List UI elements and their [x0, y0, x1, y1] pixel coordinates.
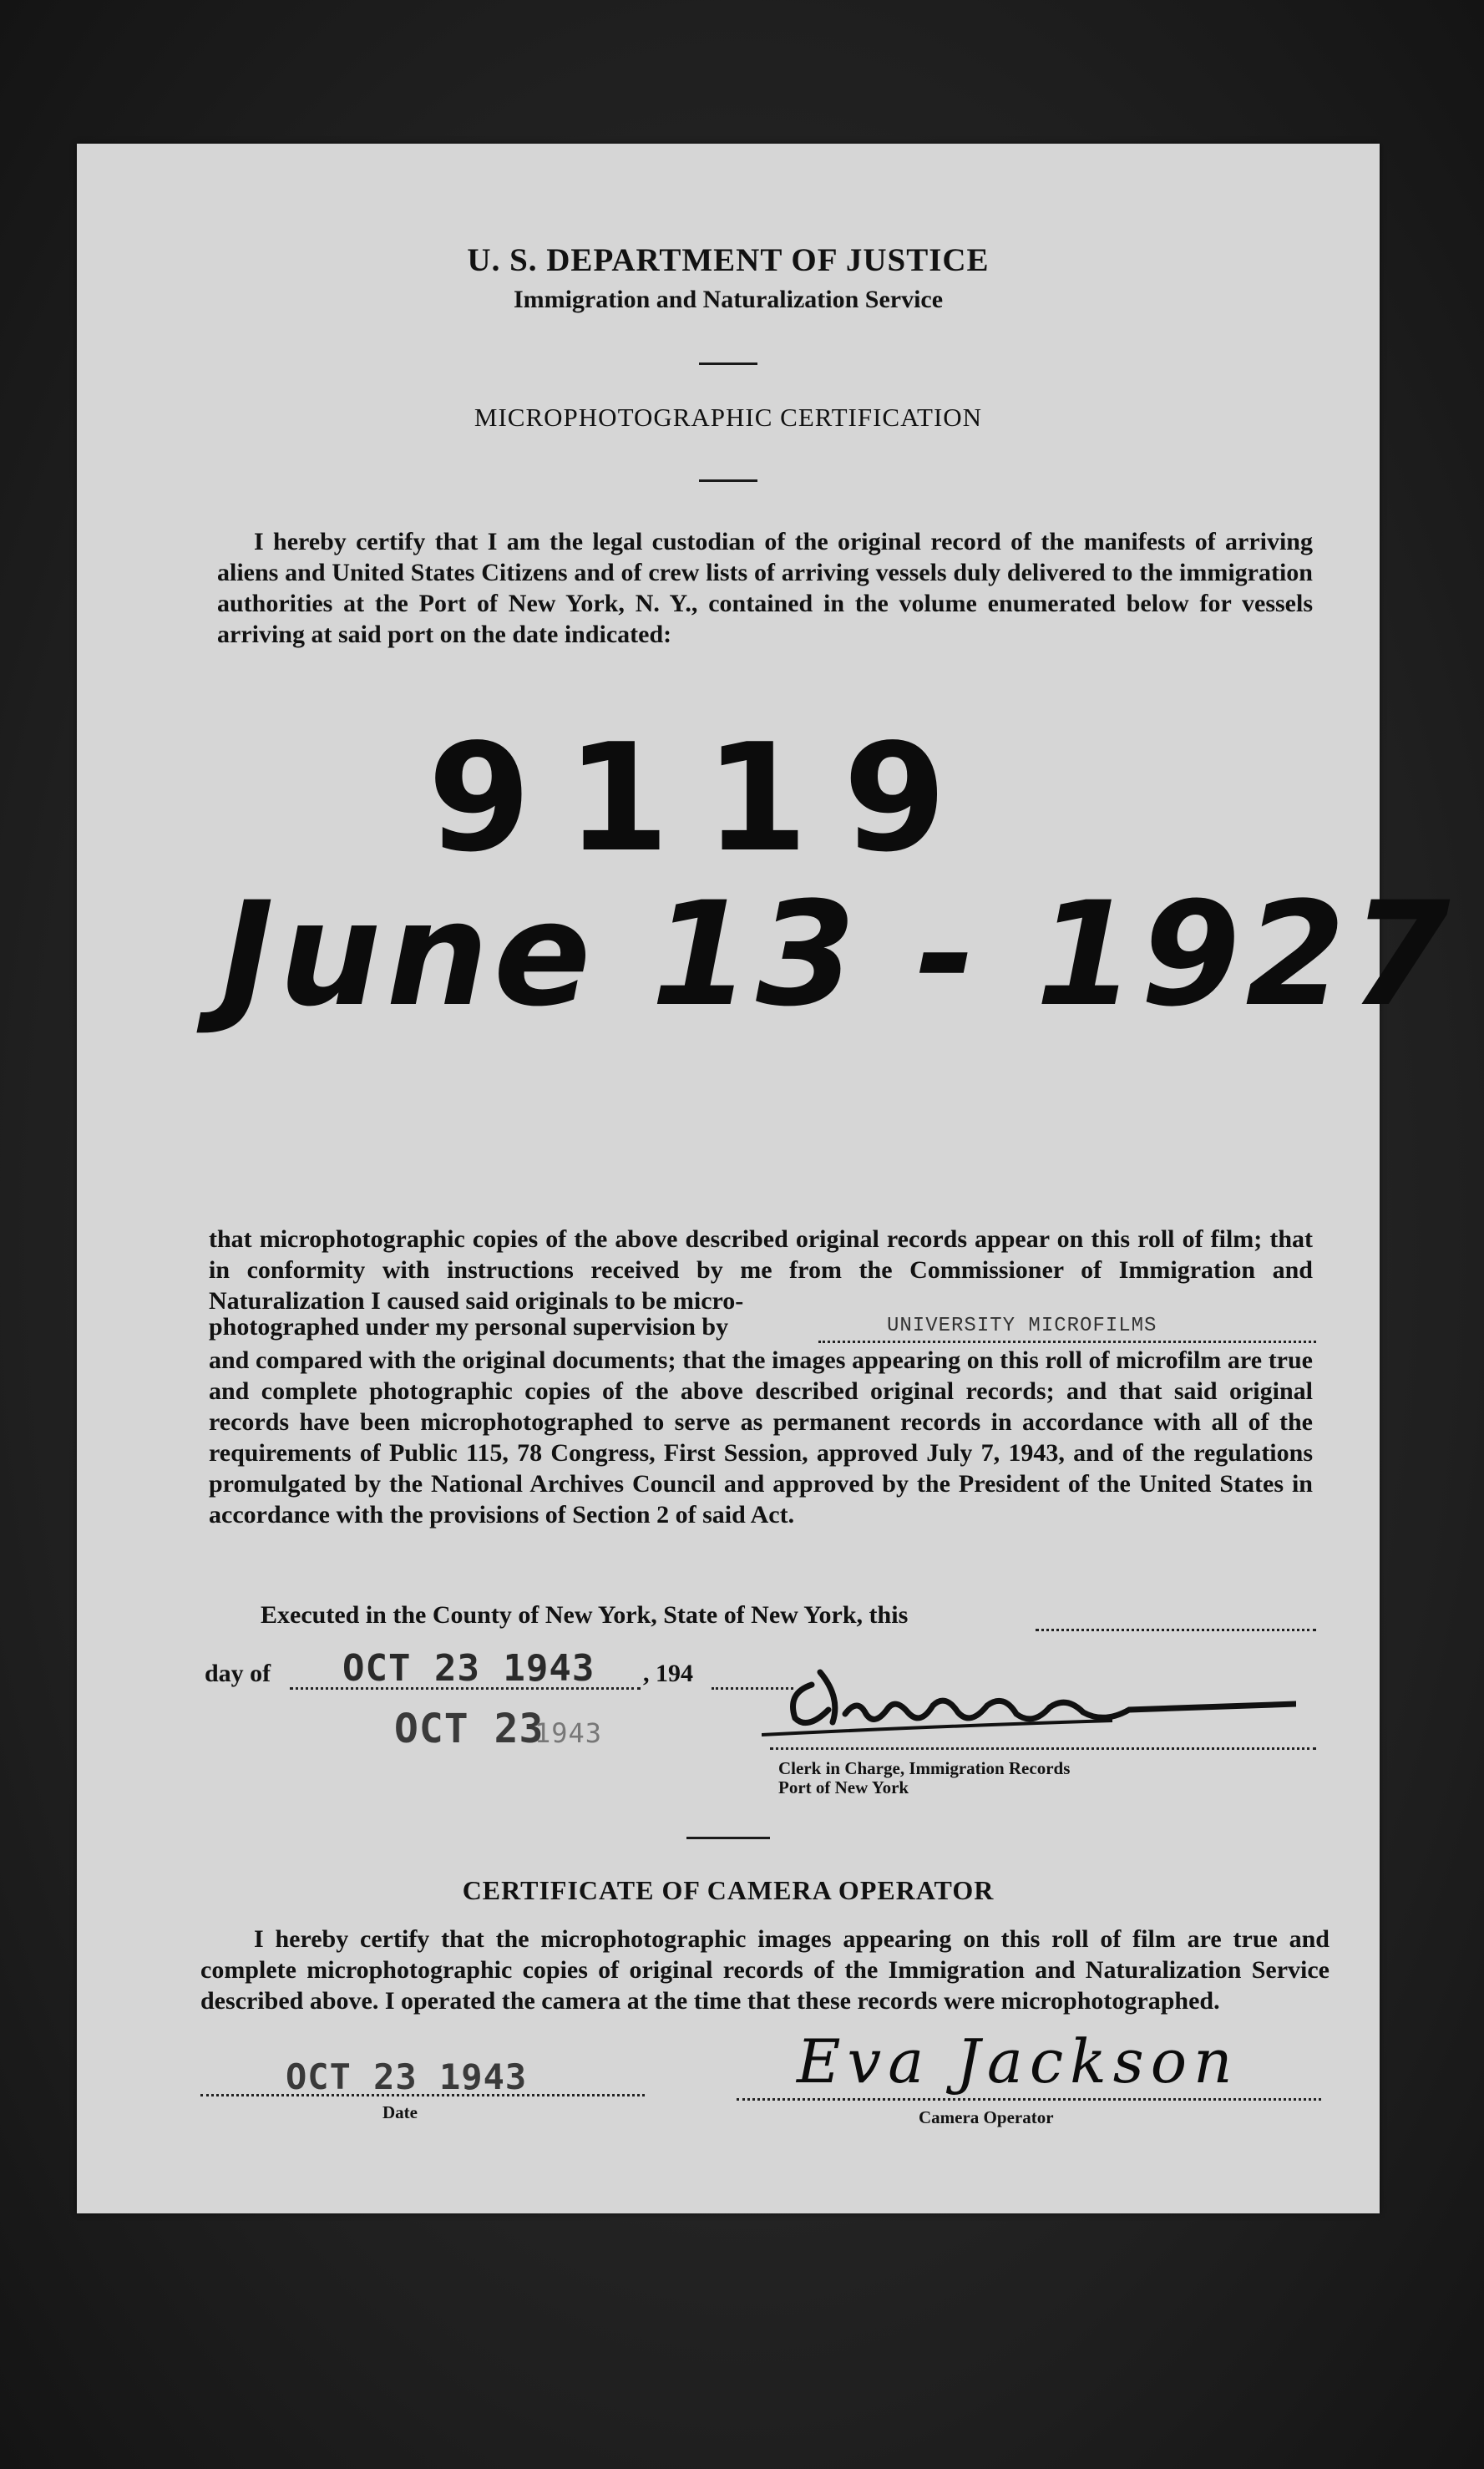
service-heading: Immigration and Naturalization Service — [513, 286, 944, 313]
volume-date-handwritten: June 13 - 1927 — [220, 870, 1456, 1038]
photographer-typed: UNIVERSITY MICROFILMS — [887, 1315, 1157, 1337]
divider-rule — [699, 479, 757, 482]
executed-day-line — [1036, 1629, 1316, 1631]
body-paragraph-part2: and compared with the original documents; that the images appearing on this roll of microfilm are true and complete photographic copies of the above described original records; and that said original records have been microphotographed to serve as permanent records in accordance with all of the requirements of Public 115, 78 Congress, First Session, approved July 7, 1943, and of the regulations promulgated by the National Archives Council and approved by the President of the United States in accordance with the provisions of Section 2 of said Act. — [209, 1346, 1313, 1529]
camera-certificate-paragraph: I hereby certify that the microphotographic images appearing on this roll of film are true and complete microphotographic copies of original records of the Immigration and Naturalization Service described above. I operated the camera at the time that these records were microphotographed. — [200, 1925, 1330, 2015]
volume-number-handwritten: 9119 — [428, 712, 982, 885]
certificate-page — [77, 144, 1456, 2213]
clerk-title-line1: Clerk in Charge, Immigration Records — [778, 1758, 1071, 1778]
clerk-signature-line — [770, 1747, 1316, 1750]
year-label: , 194 — [643, 1660, 693, 1687]
operator-label: Camera Operator — [919, 2107, 1054, 2127]
divider-rule — [686, 1837, 770, 1839]
divider-rule — [699, 362, 757, 365]
day-of-stamp: OCT 23 1943 — [342, 1647, 595, 1690]
form-title: MICROPHOTOGRAPHIC CERTIFICATION — [474, 403, 983, 432]
department-heading: U. S. DEPARTMENT OF JUSTICE — [467, 242, 990, 278]
second-date-stamp-year: 1943 — [534, 1717, 603, 1749]
photographer-line — [818, 1341, 1316, 1343]
operator-signature: Eva Jackson — [797, 2026, 1239, 2096]
day-of-label: day of — [205, 1660, 271, 1687]
operator-date-stamp: OCT 23 1943 — [286, 2056, 528, 2097]
date-label: Date — [382, 2102, 418, 2122]
second-date-stamp: OCT 23 — [394, 1706, 544, 1752]
camera-certificate-title: CERTIFICATE OF CAMERA OPERATOR — [462, 1875, 995, 1905]
body-paragraph-part1: that microphotographic copies of the above described original records appear on this roll of film; that in conformity with instructions received by me from the Commissioner of Immigration and Naturalization I caused said originals to be micro- — [209, 1225, 1313, 1315]
intro-paragraph: I hereby certify that I am the legal custodian of the original record of the manifests of arriving aliens and United States Citizens and of crew lists of arriving vessels duly delivered to the immigration authorities at the Port of New York, N. Y., contained in the volume enumerated below for vessels arriving at said port on the date indicated: — [217, 528, 1313, 648]
operator-signature-line — [737, 2098, 1321, 2101]
clerk-title-line2: Port of New York — [778, 1777, 909, 1797]
executed-label: Executed in the County of New York, State of New York, this — [261, 1601, 909, 1629]
supervision-label: photographed under my personal supervision by — [209, 1313, 729, 1341]
clerk-signature — [762, 1647, 1296, 1747]
